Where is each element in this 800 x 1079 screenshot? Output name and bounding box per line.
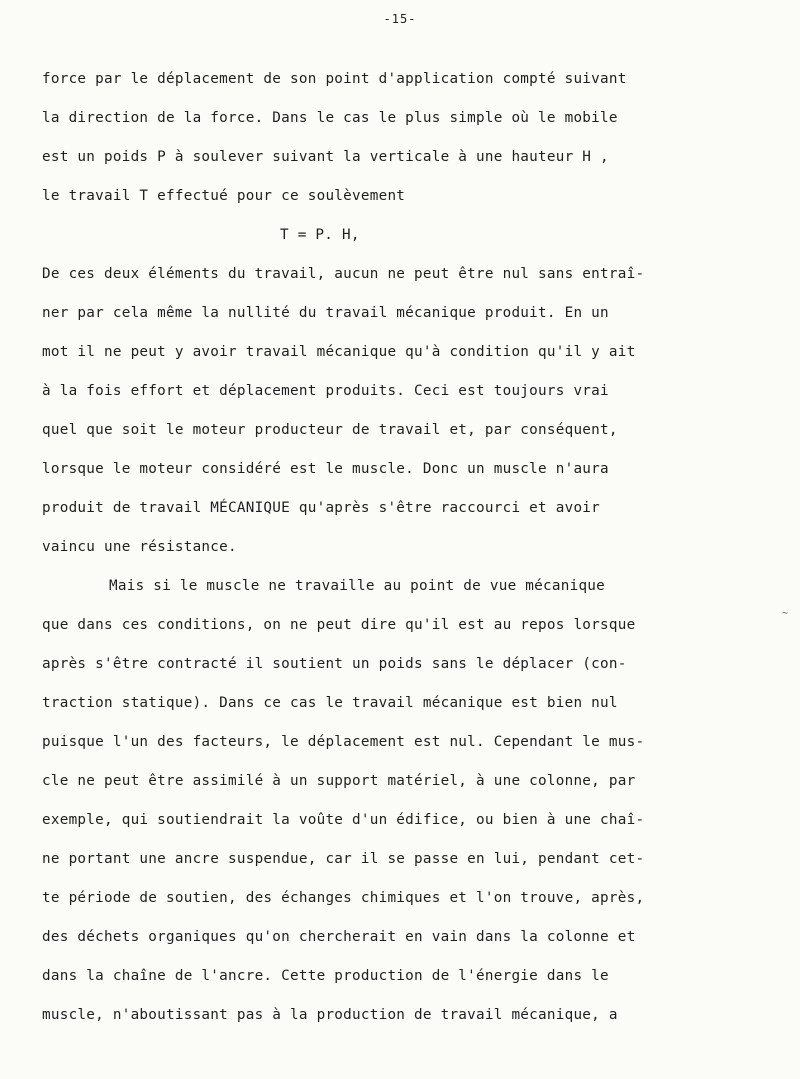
text-line: cle ne peut être assimilé à un support matériel, à une colonne, par [42, 773, 636, 789]
text-line: lorsque le moteur considéré est le muscle. Donc un muscle n'aura [42, 461, 609, 477]
text-line: produit de travail MÉCANIQUE qu'après s'être raccourci et avoir [42, 500, 601, 516]
formula-line: T = P. H, [280, 227, 360, 243]
text-line: est un poids P à soulever suivant la verticale à une hauteur H , [42, 149, 609, 165]
text-line: muscle, n'aboutissant pas à la production de travail mécanique, a [42, 1007, 618, 1023]
text-line: force par le déplacement de son point d'application compté suivant [42, 71, 627, 87]
paragraph-start-line: Mais si le muscle ne travaille au point de vue mécanique [109, 578, 606, 594]
text-line: te période de soutien, des échanges chimiques et l'on trouve, après, [42, 890, 645, 906]
text-line: quel que soit le moteur producteur de travail et, par conséquent, [42, 422, 618, 438]
text-line: puisque l'un des facteurs, le déplacement est nul. Cependant le mus- [42, 734, 645, 750]
page-number: -15- [383, 12, 417, 26]
text-line: mot il ne peut y avoir travail mécanique qu'à condition qu'il y ait [42, 344, 636, 360]
text-line: la direction de la force. Dans le cas le plus simple où le mobile [42, 110, 618, 126]
text-line: exemple, qui soutiendrait la voûte d'un édifice, ou bien à une chaî- [42, 812, 645, 828]
text-line: ne portant une ancre suspendue, car il se passe en lui, pendant cet- [42, 851, 645, 867]
text-line: traction statique). Dans ce cas le travail mécanique est bien nul [42, 695, 618, 711]
margin-mark: ~ [782, 608, 789, 619]
body-text [42, 60, 762, 1035]
text-line: dans la chaîne de l'ancre. Cette production de l'énergie dans le [42, 968, 609, 984]
text-line: ner par cela même la nullité du travail mécanique produit. En un [42, 305, 609, 321]
text-line: à la fois effort et déplacement produits. Ceci est toujours vrai [42, 383, 609, 399]
text-line: vaincu une résistance. [42, 539, 237, 555]
text-line: le travail T effectué pour ce soulèvement [42, 188, 406, 204]
text-line: que dans ces conditions, on ne peut dire qu'il est au repos lorsque [42, 617, 636, 633]
text-line: après s'être contracté il soutient un poids sans le déplacer (con- [42, 656, 627, 672]
text-line: des déchets organiques qu'on chercherait en vain dans la colonne et [42, 929, 636, 945]
text-line: De ces deux éléments du travail, aucun ne peut être nul sans entraî- [42, 266, 645, 282]
